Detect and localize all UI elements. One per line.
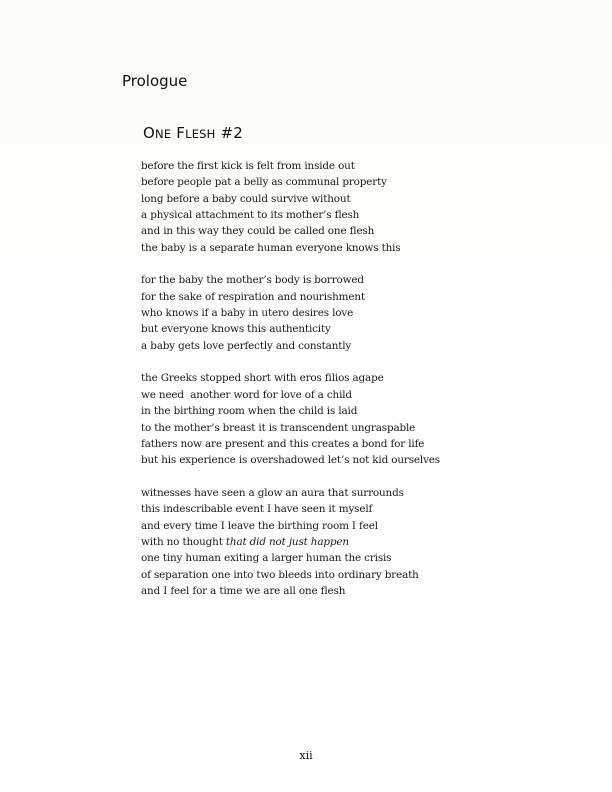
poem-title-cap-1: O — [143, 124, 156, 142]
section-title: Prologue — [122, 72, 188, 90]
poem-title-cap-2: F — [176, 124, 186, 142]
poem-line: but his experience is overshadowed let’s not kid ourselves — [141, 454, 440, 467]
poem-line: a physical attachment to its mother’s flesh — [141, 209, 360, 222]
poem-line: for the sake of respiration and nourishment — [141, 290, 365, 303]
stanza-2 — [141, 272, 440, 354]
poem-title-number: #2 — [220, 124, 243, 142]
stanza-1 — [141, 158, 440, 256]
poem-line: who knows if a baby in utero desires love — [141, 307, 354, 320]
poem-line: in the birthing room when the child is laid — [141, 405, 358, 418]
poem-line: long before a baby could survive without — [141, 192, 351, 205]
poem-line: and in this way they could be called one flesh — [141, 225, 375, 238]
poem-line: one tiny human exiting a larger human the crisis — [141, 552, 392, 565]
poem-line: before the first kick is felt from inside out — [141, 160, 355, 172]
stanza-4 — [141, 485, 440, 599]
poem-line: a baby gets love perfectly and constantly — [141, 339, 352, 352]
page-number: xii — [299, 749, 313, 762]
poem-line: and every time I leave the birthing room I feel — [141, 519, 378, 532]
poem-line: this indescribable event I have seen it myself — [141, 503, 373, 516]
poem-line: the baby is a separate human everyone knows this — [141, 241, 401, 254]
poem-line: fathers now are present and this creates a bond for life — [141, 437, 425, 450]
poem-line: for the baby the mother’s body is borrowed — [141, 274, 364, 287]
poem-line: the Greeks stopped short with eros filios agape — [141, 372, 384, 385]
poem-line-with-italic — [141, 534, 440, 550]
poem-line: witnesses have seen a glow an aura that surrounds — [141, 486, 404, 499]
poem-line: and I feel for a time we are all one flesh — [141, 584, 346, 597]
poem-line: but everyone knows this authenticity — [141, 323, 331, 336]
poem-title-rest-2: LESH — [185, 127, 216, 141]
poem-line: before people pat a belly as communal property — [141, 176, 387, 189]
poem-line-text: with no thought — [141, 535, 226, 548]
poem-title-rest-1: NE — [155, 127, 172, 141]
poem-title — [143, 124, 243, 142]
poem-line: to the mother’s breast it is transcendent ungraspable — [141, 421, 416, 434]
poem-line: we need another word for love of a child — [141, 388, 352, 401]
stanza-3 — [141, 370, 440, 468]
poem-italic-phrase: that did not just happen — [225, 535, 349, 548]
poem-line: of separation one into two bleeds into ordinary breath — [141, 568, 419, 581]
poem-body — [141, 158, 440, 616]
